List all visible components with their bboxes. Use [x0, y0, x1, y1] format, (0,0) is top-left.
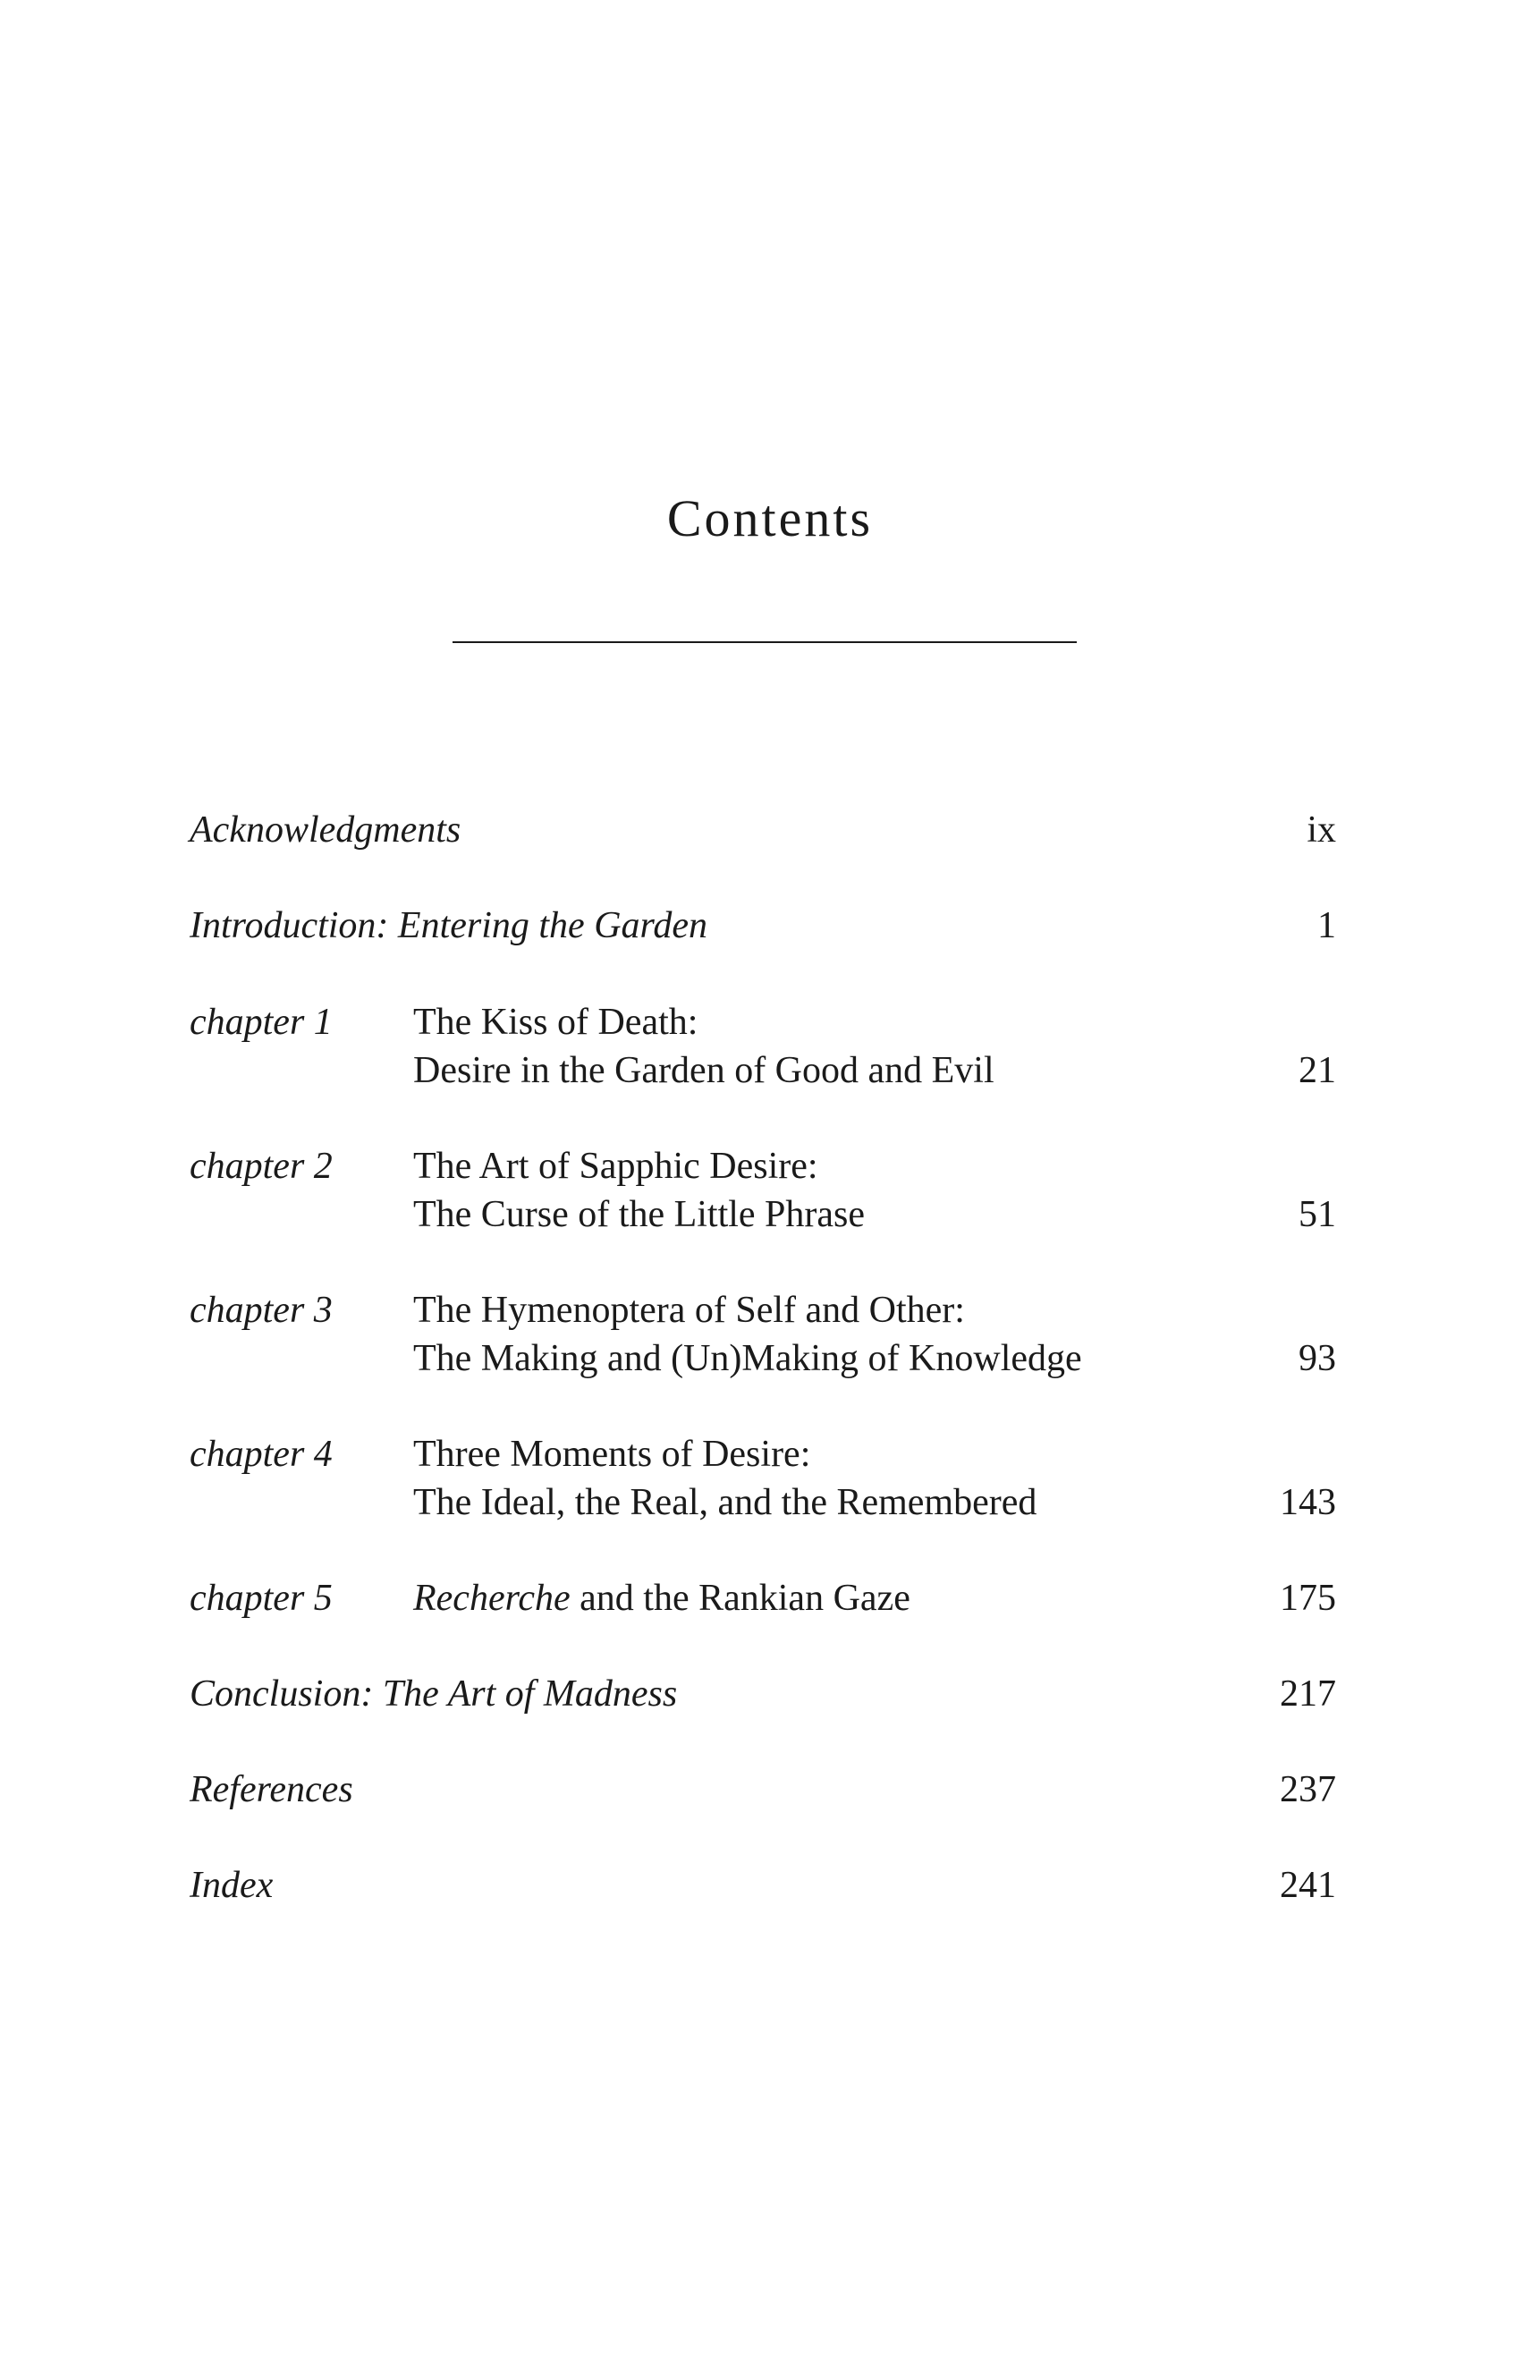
page-number: 217	[1280, 1673, 1336, 1715]
chapter-label: chapter 5	[190, 1578, 333, 1619]
page-number: 241	[1280, 1865, 1336, 1906]
page-number: 51	[1299, 1194, 1336, 1235]
chapter-label: chapter 1	[190, 1002, 333, 1043]
entry-label: References	[190, 1769, 353, 1810]
entry-label: Introduction: Entering the Garden	[190, 905, 707, 946]
page-number: 21	[1299, 1050, 1336, 1091]
chapter-label: chapter 2	[190, 1146, 333, 1187]
chapter-label: chapter 4	[190, 1434, 333, 1475]
chapter-title-rest: and the Rankian Gaze	[570, 1578, 910, 1619]
chapter-title-line-1: The Kiss of Death:	[413, 1002, 698, 1043]
page-number: 175	[1280, 1578, 1336, 1619]
chapter-title-line-1: Three Moments of Desire:	[413, 1434, 811, 1475]
chapter-label: chapter 3	[190, 1290, 333, 1331]
page-number: ix	[1307, 809, 1336, 851]
page-number: 1	[1317, 905, 1336, 946]
chapter-title-line-2: The Curse of the Little Phrase	[413, 1194, 866, 1235]
entry-label: Acknowledgments	[190, 809, 461, 851]
chapter-title-line-1: The Hymenoptera of Self and Other:	[413, 1290, 965, 1331]
page-title: Contents	[666, 489, 874, 547]
entry-label: Conclusion: The Art of Madness	[190, 1673, 678, 1715]
page-number: 143	[1280, 1482, 1336, 1523]
page-number: 93	[1299, 1338, 1336, 1379]
chapter-title-italic: Recherche	[413, 1578, 571, 1619]
page-number: 237	[1280, 1769, 1336, 1810]
chapter-title-line-1: The Art of Sapphic Desire:	[413, 1146, 818, 1187]
chapter-title-line-2: The Making and (Un)Making of Knowledge	[413, 1338, 1082, 1379]
title-divider	[453, 641, 1077, 643]
entry-label: Index	[190, 1865, 274, 1906]
chapter-title-line-1	[413, 1574, 910, 1622]
chapter-title-line-2: The Ideal, the Real, and the Remembered	[413, 1482, 1037, 1523]
chapter-title-line-2: Desire in the Garden of Good and Evil	[413, 1050, 994, 1091]
